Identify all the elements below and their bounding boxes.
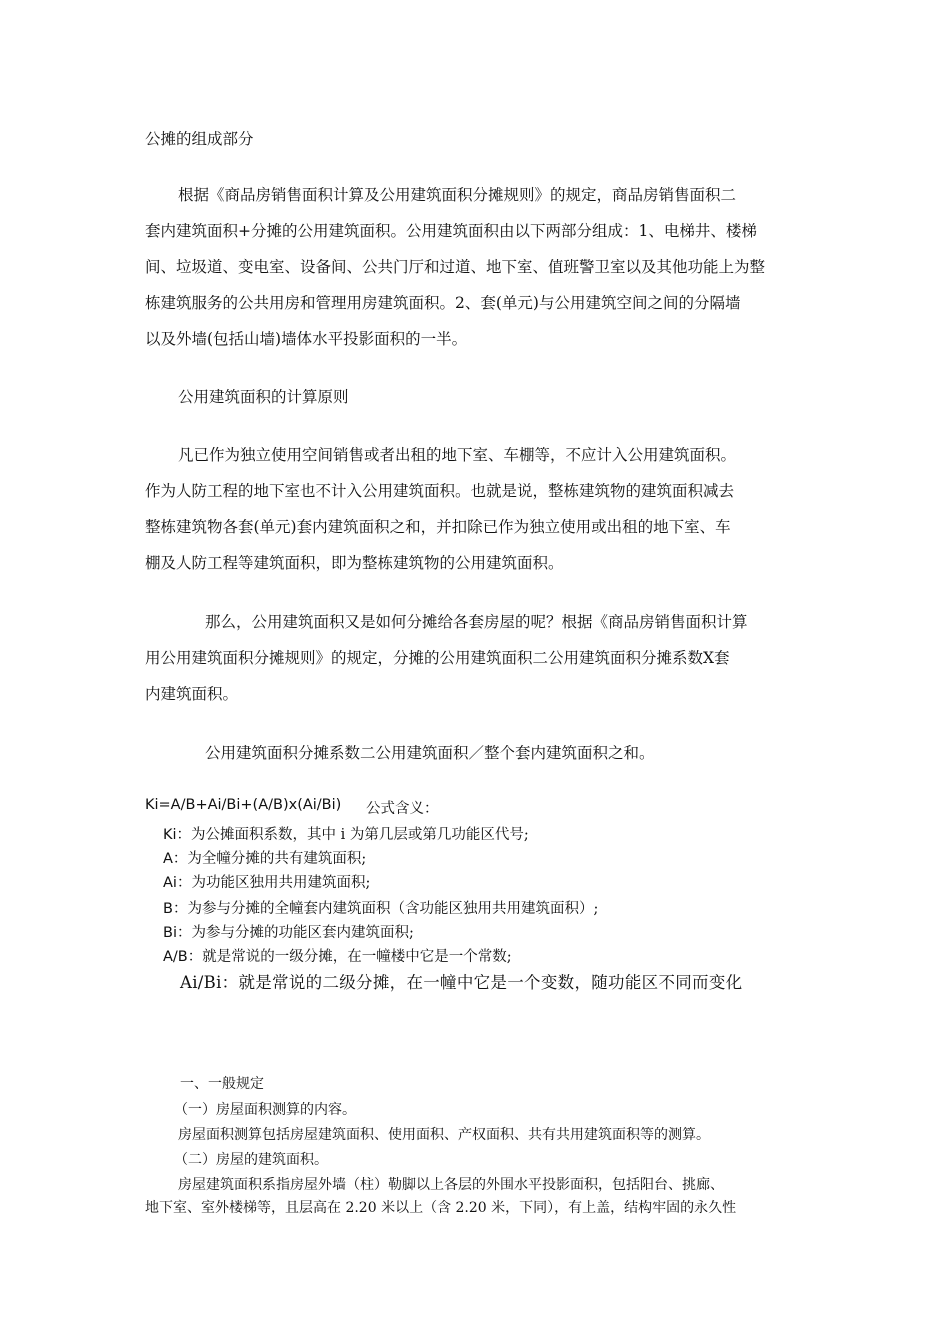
def-text: ：为功能区独用共用建筑面积; xyxy=(176,875,371,891)
def-text: ：为参与分摊的全幢套内建筑面积（含功能区独用共用建筑面积）; xyxy=(172,901,599,917)
doc-subheading: 公用建筑面积的计算原则 xyxy=(178,388,349,406)
def-text: ：为参与分摊的功能区套内建筑面积; xyxy=(176,925,414,941)
formula-meaning-label: 公式含义： xyxy=(366,801,439,817)
section-item-1: （一）房屋面积测算的内容。 xyxy=(174,1102,356,1118)
para3-line-3: 内建筑面积。 xyxy=(145,685,239,703)
para3-line-1: 那么，公用建筑面积又是如何分摊给各套房屋的呢？根据《商品房销售面积计算 xyxy=(205,613,748,631)
def-text: ：为公摊面积系数，其中 i 为第几层或第几功能区代号; xyxy=(176,827,529,843)
para4: 公用建筑面积分摊系数二公用建筑面积／整个套内建筑面积之和。 xyxy=(205,744,655,762)
def-term: Ki xyxy=(163,827,177,843)
section-item-2-line-2: 地下室、室外楼梯等，且层高在 2.20 米以上（含 2.20 米，下同），有上盖，结构牢固的永久性 xyxy=(145,1200,737,1216)
def-term: B xyxy=(163,901,173,917)
section-item-2: （二）房屋的建筑面积。 xyxy=(174,1152,328,1168)
para2-line-2: 作为人防工程的地下室也不计入公用建筑面积。也就是说，整栋建筑物的建筑面积减去 xyxy=(145,482,735,500)
para2-line-1: 凡已作为独立使用空间销售或者出租的地下室、车棚等，不应计入公用建筑面积。 xyxy=(178,446,737,464)
def-text: ：就是常说的一级分摊，在一幢楼中它是一个常数; xyxy=(187,949,512,965)
para2-line-4: 棚及人防工程等建筑面积，即为整栋建筑物的公用建筑面积。 xyxy=(145,554,564,572)
def-term: A xyxy=(163,851,173,867)
section-title: 一、一般规定 xyxy=(180,1076,264,1092)
section-item-2-line-1: 房屋建筑面积系指房屋外墙（柱）勒脚以上各层的外围水平投影面积，包括阳台、挑廊、 xyxy=(178,1177,724,1193)
doc-heading: 公摊的组成部分 xyxy=(145,130,254,148)
def-term: Bi xyxy=(163,925,177,941)
def-text: ：为全幢分摊的共有建筑面积; xyxy=(172,851,367,867)
para1-line-2: 套内建筑面积+分摊的公用建筑面积。公用建筑面积由以下两部分组成：1、电梯井、楼梯 xyxy=(145,222,757,240)
formula-def xyxy=(163,871,370,892)
para1-line-3: 间、垃圾道、变电室、设备间、公共门厅和过道、地下室、值班警卫室以及其他功能上为整 xyxy=(145,258,766,276)
formula-def-last: Ai/Bi：就是常说的二级分摊，在一幢中它是一个变数，随功能区不同而变化 xyxy=(180,973,743,992)
formula-expression: Ki=A/B+Ai/Bi+(A/B)x(Ai/Bi) xyxy=(145,797,342,813)
para1-line-4: 栋建筑服务的公共用房和管理用房建筑面积。2、套(单元)与公用建筑空间之间的分隔墙 xyxy=(145,294,741,312)
para1-line-5: 以及外墙(包括山墙)墙体水平投影面积的一半。 xyxy=(145,330,468,348)
para2-line-3: 整栋建筑物各套(单元)套内建筑面积之和，并扣除已作为独立使用或出租的地下室、车 xyxy=(145,518,731,536)
formula-def xyxy=(163,847,366,868)
def-term: A/B xyxy=(163,949,188,965)
formula-def xyxy=(163,823,529,844)
formula-def xyxy=(163,921,414,942)
para1-line-1: 根据《商品房销售面积计算及公用建筑面积分摊规则》的规定，商品房销售面积二 xyxy=(178,186,737,204)
para3-line-2: 用公用建筑面积分摊规则》的规定，分摊的公用建筑面积二公用建筑面积分摊系数X套 xyxy=(145,649,730,667)
formula-def xyxy=(163,945,512,966)
section-item-1-text: 房屋面积测算包括房屋建筑面积、使用面积、产权面积、共有共用建筑面积等的测算。 xyxy=(178,1127,710,1143)
formula-def xyxy=(163,897,598,918)
def-term: Ai xyxy=(163,875,177,891)
